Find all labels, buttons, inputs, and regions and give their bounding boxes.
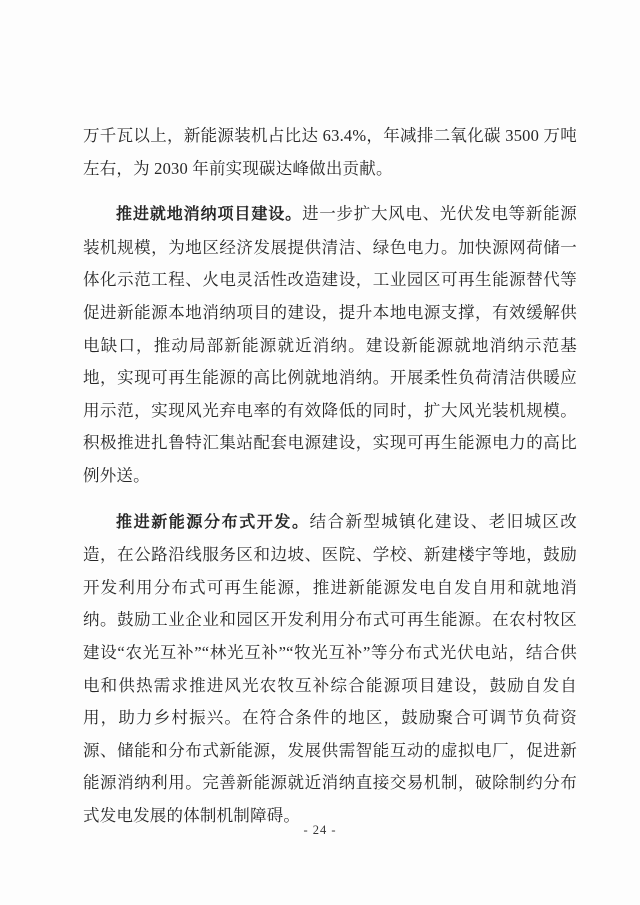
body-paragraph-3 — [83, 506, 577, 833]
paragraph-text: 结合新型城镇化建设、老旧城区改造，在公路沿线服务区和边坡、医院、学校、新建楼宇等地，鼓励开发利用分布式可再生能源，推进新能源发电自发自用和就地消纳。鼓励工业企业和园区开发利用分布式可再生能源。在农村牧区建设“农光互补”“林光互补”“牧光互补”等分布式光伏电站，结合供电和供热需求推进风光农牧互补综合能源项目建设，鼓励自发自用，助力乡村振兴。在符合条件的地区，鼓励聚合可调节负荷资源、储能和分布式新能源，发展供需智能互动的虚拟电厂，促进新能源消纳利用。完善新能源就近消纳直接交易机制，破除制约分布式发电发展的体制机制障碍。 — [83, 511, 578, 825]
paragraph-lead-bold: 推进新能源分布式开发。 — [116, 513, 310, 531]
document-body-text — [83, 120, 577, 845]
page-number: - 24 - — [303, 823, 337, 837]
body-paragraph-1 — [83, 120, 577, 185]
paragraph-text: 进一步扩大风电、光伏发电等新能源装机规模，为地区经济发展提供清洁、绿色电力。加快源网荷储一体化示范工程、火电灵活性改造建设，工业园区可再生能源替代等促进新能源本地消纳项目的建设，提升本地电源支撑，有效缓解供电缺口，推动局部新能源就近消纳。建设新能源就地消纳示范基地，实现可再生能源的高比例就地消纳。开展柔性负荷清洁供暖应用示范，实现风光弃电率的有效降低的同时，扩大风光装机规模。积极推进扎鲁特汇集站配套电源建设，实现可再生能源电力的高比例外送。 — [83, 204, 578, 485]
body-paragraph-2 — [83, 198, 577, 492]
paragraph-text: 万千瓦以上，新能源装机占比达 63.4%，年减排二氧化碳 3500 万吨左右，为 2030 年前实现碳达峰做出贡献。 — [83, 126, 577, 178]
paragraph-lead-bold: 推进就地消纳项目建设。 — [116, 206, 303, 224]
